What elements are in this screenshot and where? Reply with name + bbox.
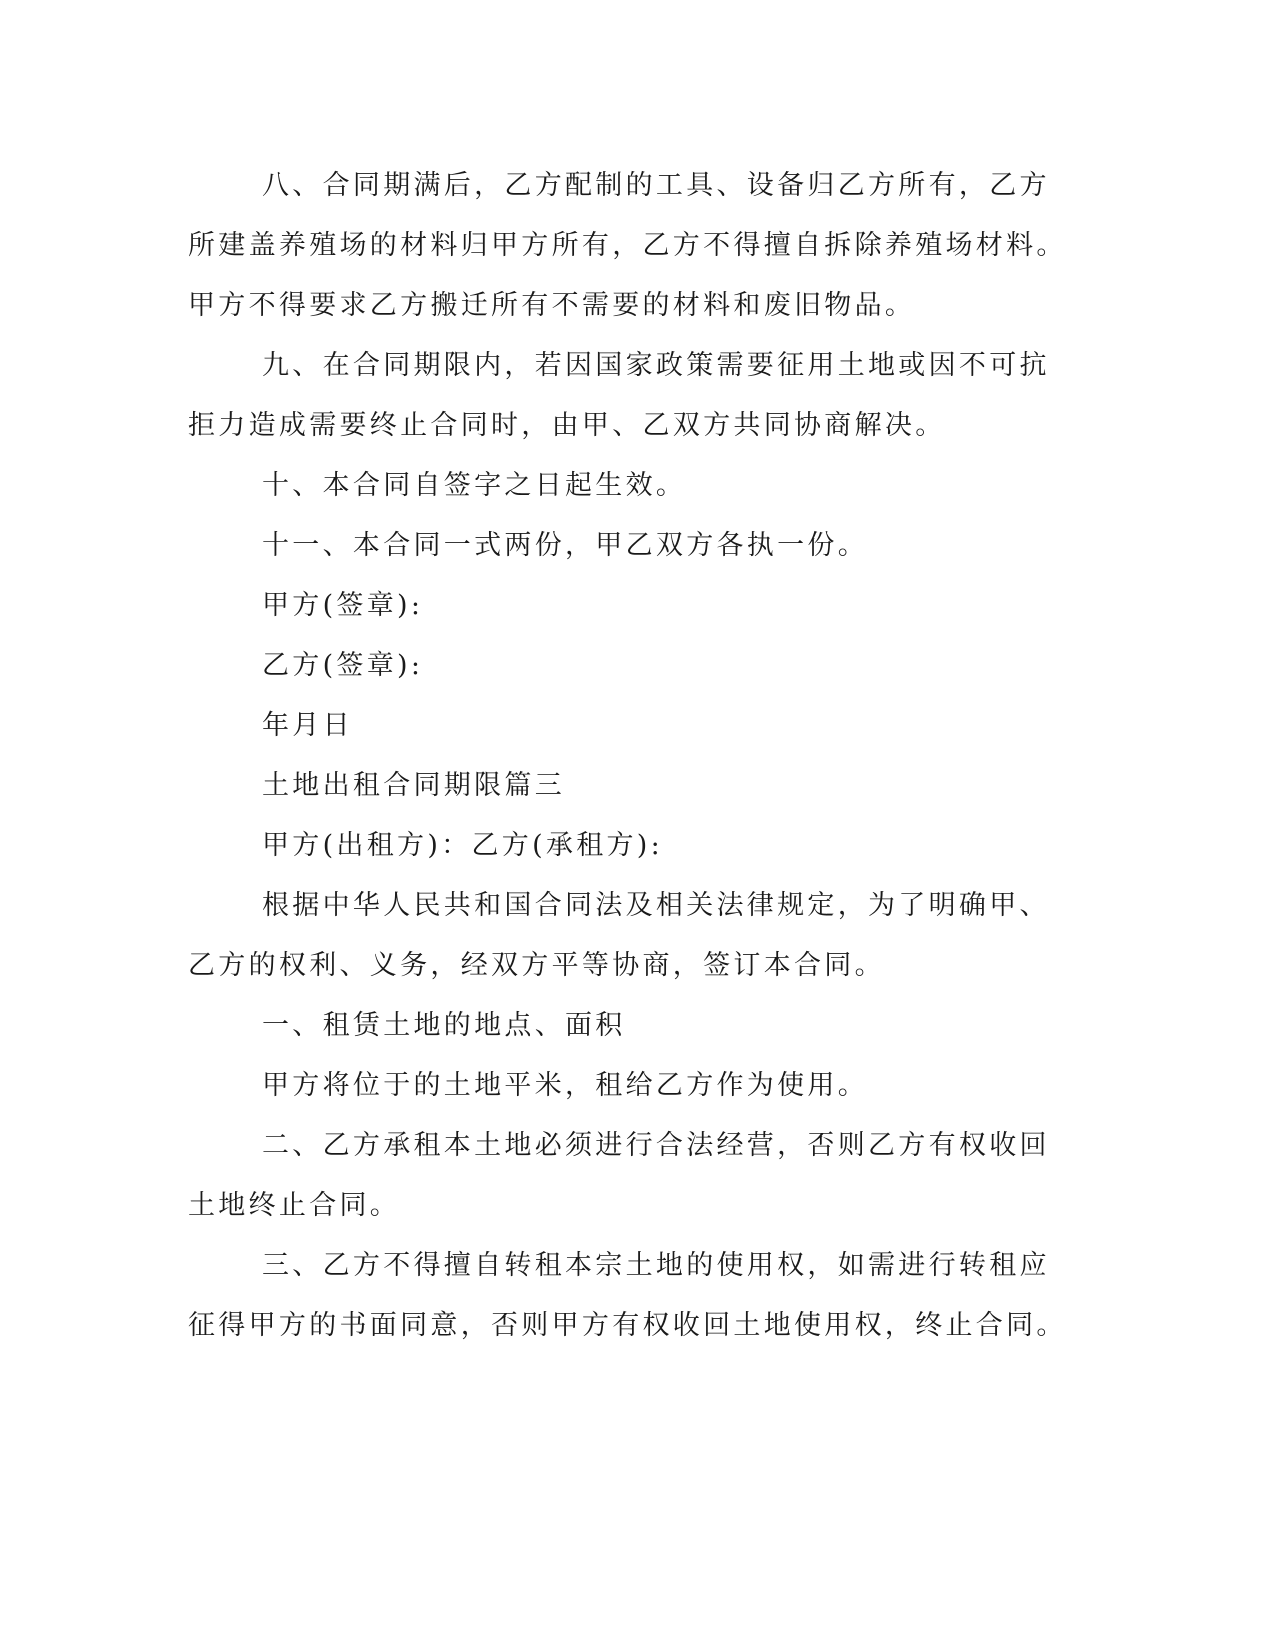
parties-line: 甲方(出租方)：乙方(承租方): — [262, 830, 664, 861]
clause-1-paragraph: 甲方将位于的土地平米，租给乙方作为使用。 — [262, 1070, 868, 1101]
clause-1-heading: 一、租赁土地的地点、面积 — [262, 1010, 626, 1041]
party-a-signature-line: 甲方(签章): — [262, 590, 424, 621]
preamble-paragraph: 根据中华人民共和国合同法及相关法律规定，为了明确甲、乙方的权利、义务，经双方平等协商，签订本合同。 — [188, 890, 1050, 981]
date-line: 年月日 — [262, 710, 353, 741]
clause-8-paragraph: 八、合同期满后，乙方配制的工具、设备归乙方所有，乙方所建盖养殖场的材料归甲方所有，乙方不得擅自拆除养殖场材料。甲方不得要求乙方搬迁所有不需要的材料和废旧物品。 — [188, 170, 1067, 321]
party-b-signature-line: 乙方(签章): — [262, 650, 424, 681]
clause-11-paragraph: 十一、本合同一式两份，甲乙双方各执一份。 — [262, 530, 868, 561]
clause-9-paragraph: 九、在合同期限内，若因国家政策需要征用土地或因不可抗拒力造成需要终止合同时，由甲、乙双方共同协商解决。 — [188, 350, 1050, 441]
clause-10-paragraph: 十、本合同自签字之日起生效。 — [262, 470, 687, 501]
clause-3-paragraph: 三、乙方不得擅自转租本宗土地的使用权，如需进行转租应征得甲方的书面同意，否则甲方有权收回土地使用权，终止合同。 — [188, 1250, 1067, 1341]
document-body — [188, 156, 1068, 1356]
section-heading: 土地出租合同期限篇三 — [262, 770, 565, 801]
clause-2-paragraph: 二、乙方承租本土地必须进行合法经营，否则乙方有权收回土地终止合同。 — [188, 1130, 1050, 1221]
